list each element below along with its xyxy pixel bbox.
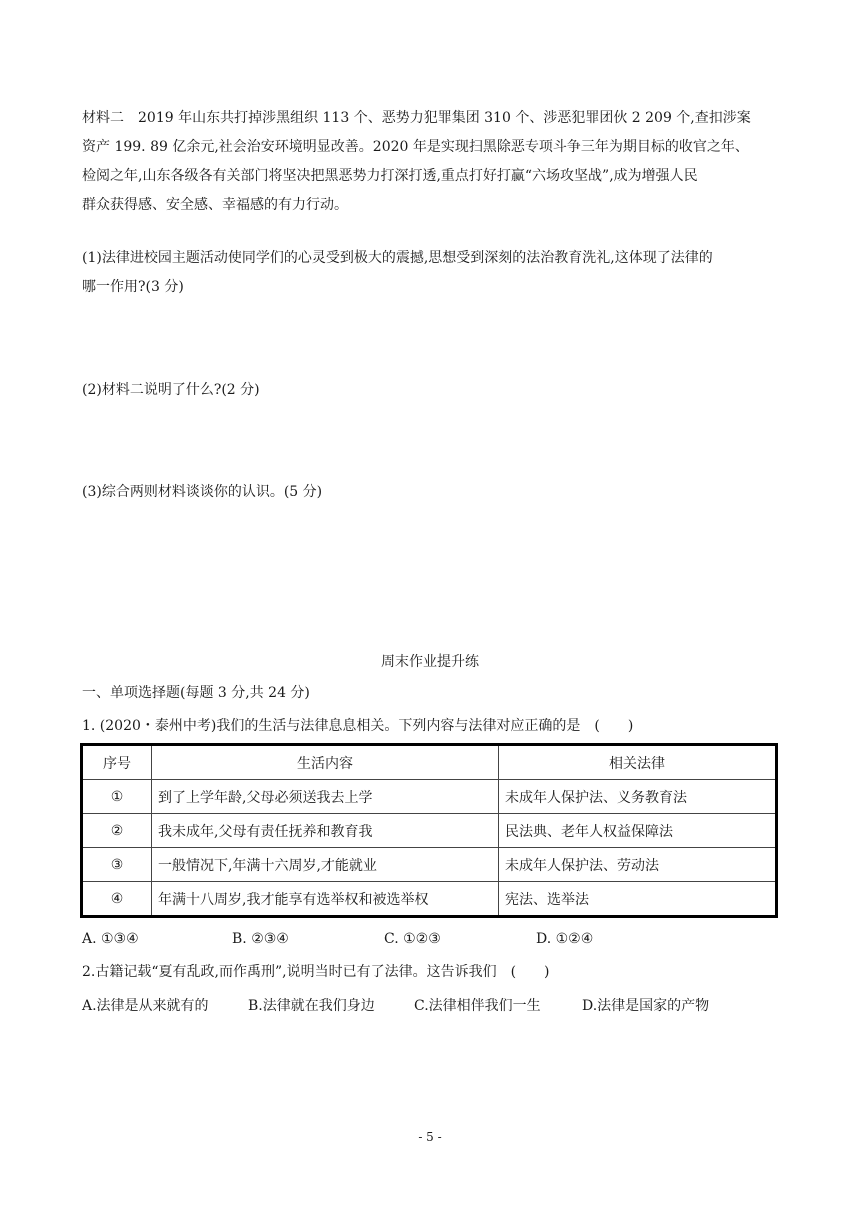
question-one-line: 哪一作用?(3 分) bbox=[82, 279, 184, 295]
table-row bbox=[82, 814, 777, 848]
question-two: (2)材料二说明了什么?(2 分) bbox=[82, 382, 260, 398]
option-d[interactable]: D. ①②④ bbox=[536, 931, 594, 947]
table-header-row bbox=[82, 745, 777, 780]
mc-question-one-stem: 1. (2020・泰州中考)我们的生活与法律息息相关。下列内容与法律对应正确的是 ( ) bbox=[82, 718, 634, 734]
table-row bbox=[82, 848, 777, 882]
table-row bbox=[82, 780, 777, 814]
option-c[interactable]: C. ①②③ bbox=[384, 931, 441, 947]
section-title: 周末作业提升练 bbox=[381, 654, 479, 670]
table-row bbox=[82, 882, 777, 917]
option-b[interactable]: B. ②③④ bbox=[232, 931, 289, 947]
page-number: - 5 - bbox=[418, 1130, 442, 1144]
table-cell: ④ bbox=[82, 882, 152, 917]
mc-question-two-stem: 2.古籍记载“夏有乱政,而作禹刑”,说明当时已有了法律。这告诉我们 ( ) bbox=[82, 964, 550, 980]
question-three: (3)综合两则材料谈谈你的认识。(5 分) bbox=[82, 484, 323, 500]
section-heading: 一、单项选择题(每题 3 分,共 24 分) bbox=[82, 685, 310, 701]
table-header-cell: 生活内容 bbox=[152, 745, 499, 780]
table-header-cell: 序号 bbox=[82, 745, 152, 780]
table-cell: 民法典、老年人权益保障法 bbox=[499, 814, 777, 848]
material-two-line: 检阅之年,山东各级各有关部门将坚决把黑恶势力打深打透,重点打好打赢“六场攻坚战”,成为增强人民 bbox=[82, 168, 698, 184]
table-cell: ① bbox=[82, 780, 152, 814]
question-one bbox=[82, 244, 782, 302]
option-b[interactable]: B.法律就在我们身边 bbox=[248, 998, 375, 1014]
material-two-line: 资产 199. 89 亿余元,社会治安环境明显改善。2020 年是实现扫黑除恶专项斗争三年为期目标的收官之年、 bbox=[82, 139, 749, 155]
question-one-line: (1)法律进校园主题活动使同学们的心灵受到极大的震撼,思想受到深刻的法治教育洗礼,这体现了法律的 bbox=[82, 250, 713, 266]
material-two-line: 材料二 2019 年山东共打掉涉黑组织 113 个、恶势力犯罪集团 310 个、涉恶犯罪团伙 2 209 个,查扣涉案 bbox=[82, 110, 751, 126]
option-c[interactable]: C.法律相伴我们一生 bbox=[414, 998, 541, 1014]
table-cell: 宪法、选举法 bbox=[499, 882, 777, 917]
table-cell: 到了上学年龄,父母必须送我去上学 bbox=[152, 780, 499, 814]
law-table bbox=[80, 743, 778, 918]
table-cell: 我未成年,父母有责任抚养和教育我 bbox=[152, 814, 499, 848]
option-a[interactable]: A. ①③④ bbox=[82, 931, 139, 947]
table-cell: 年满十八周岁,我才能享有选举权和被选举权 bbox=[152, 882, 499, 917]
table-cell: 未成年人保护法、劳动法 bbox=[499, 848, 777, 882]
option-d[interactable]: D.法律是国家的产物 bbox=[582, 998, 710, 1014]
table-cell: 一般情况下,年满十六周岁,才能就业 bbox=[152, 848, 499, 882]
table-header-cell: 相关法律 bbox=[499, 745, 777, 780]
option-a[interactable]: A.法律是从来就有的 bbox=[82, 998, 209, 1014]
table-cell: 未成年人保护法、义务教育法 bbox=[499, 780, 777, 814]
table-cell: ③ bbox=[82, 848, 152, 882]
mc-question-one-options bbox=[82, 929, 782, 949]
table-cell: ② bbox=[82, 814, 152, 848]
material-two-paragraph bbox=[82, 104, 782, 220]
material-two-line: 群众获得感、安全感、幸福感的有力行动。 bbox=[82, 197, 348, 213]
mc-question-two-options bbox=[82, 996, 782, 1016]
